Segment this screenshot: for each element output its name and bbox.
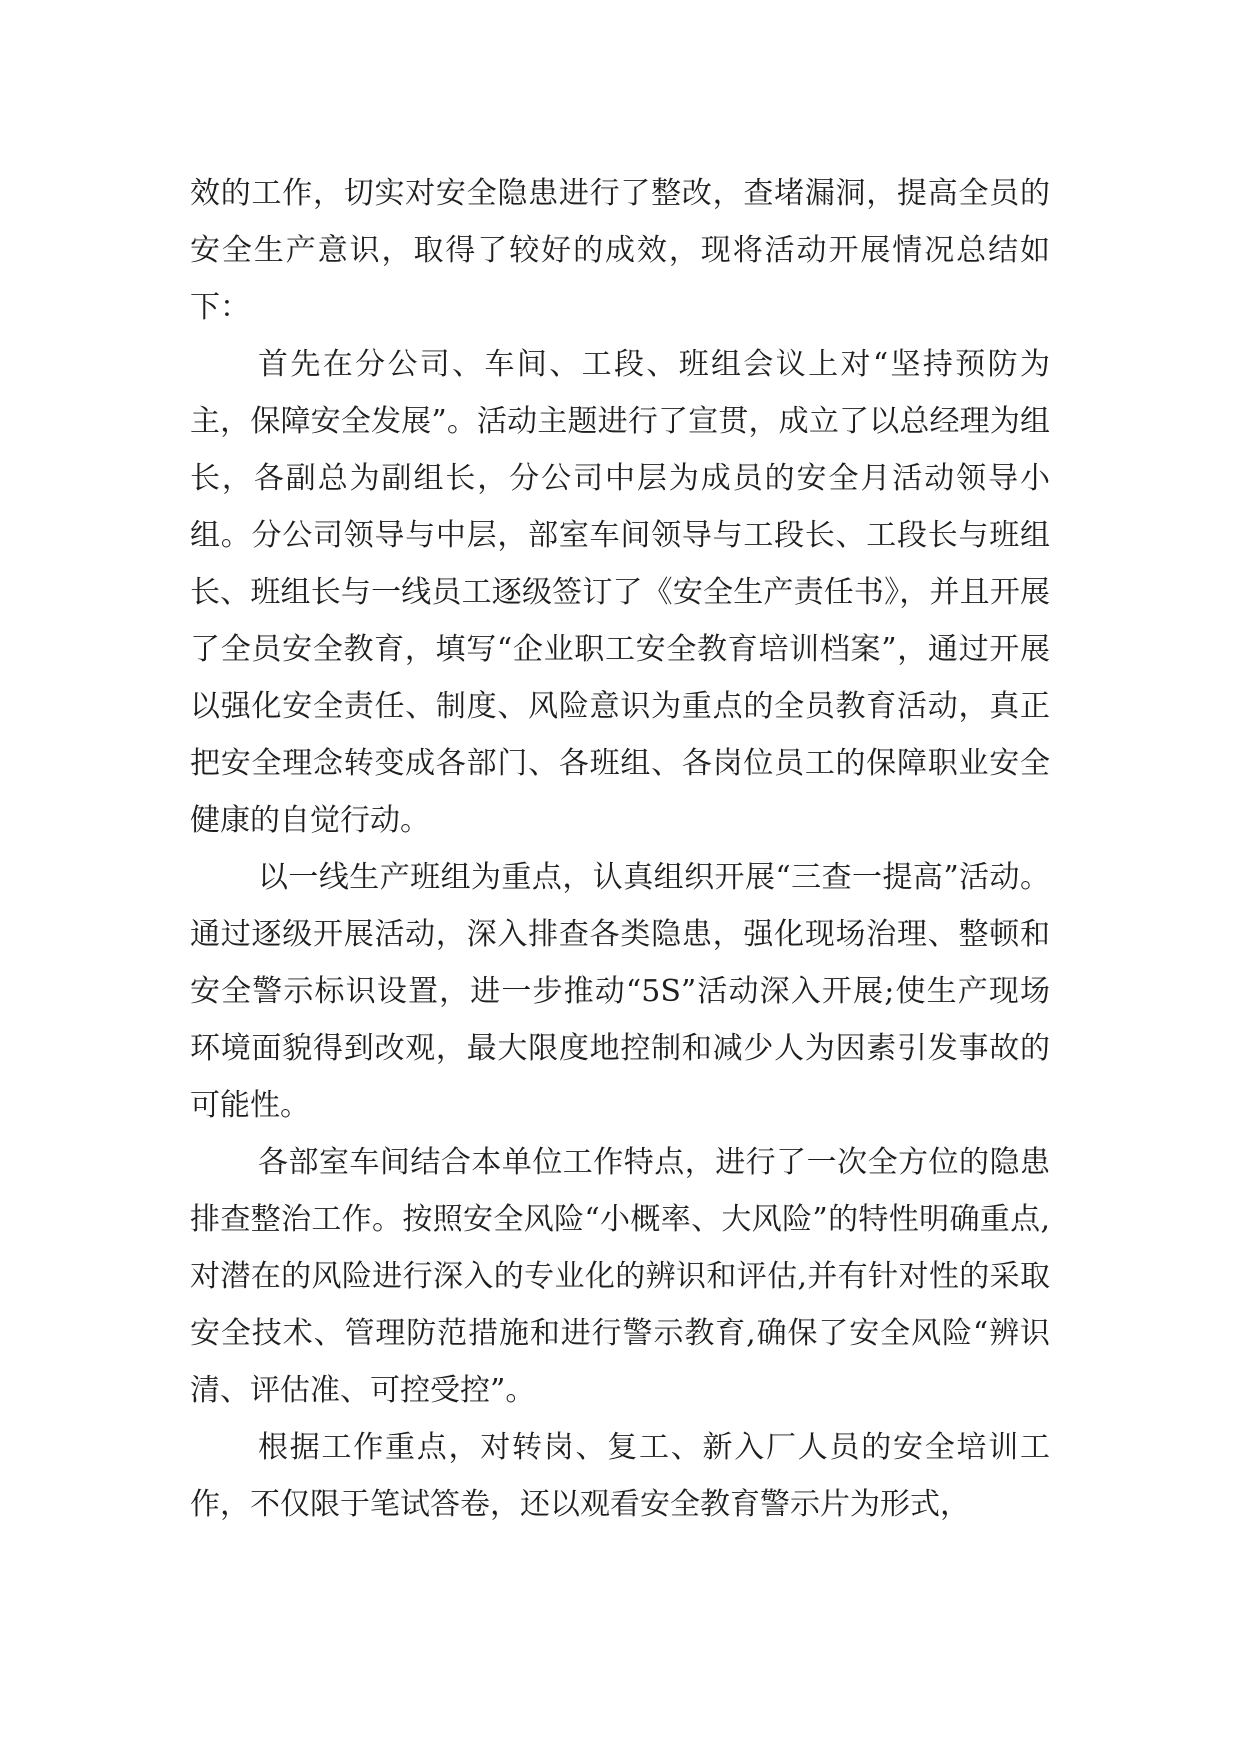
document-body (190, 165, 1050, 1533)
paragraph-safety-training: 根据工作重点，对转岗、复工、新入厂人员的安全培训工作，不仅限于笔试答卷，还以观看安全教育警示片为形式， (190, 1430, 1050, 1522)
paragraph-frontline-teams: 以一线生产班组为重点，认真组织开展“三查一提高”活动。通过逐级开展活动，深入排查各类隐患，强化现场治理、整顿和安全警示标识设置，进一步推动“5S”活动深入开展;使生产现场环境面貌得到改观，最大限度地控制和减少人为因素引发事故的可能性。 (190, 860, 1050, 1123)
paragraph-continuation: 效的工作，切实对安全隐患进行了整改，查堵漏洞，提高全员的安全生产意识，取得了较好的成效，现将活动开展情况总结如下： (190, 176, 1050, 325)
paragraph-safety-month-organization: 首先在分公司、车间、工段、班组会议上对“坚持预防为主，保障安全发展”。活动主题进行了宣贯，成立了以总经理为组长，各副总为副组长，分公司中层为成员的安全月活动领导小组。分公司领导与中层，部室车间领导与工段长、工段长与班组长、班组长与一线员工逐级签订了《安全生产责任书》，并且开展了全员安全教育，填写“企业职工安全教育培训档案”，通过开展以强化安全责任、制度、风险意识为重点的全员教育活动，真正把安全理念转变成各部门、各班组、各岗位员工的保障职业安全健康的自觉行动。 (190, 347, 1050, 838)
paragraph-hazard-inspection: 各部室车间结合本单位工作特点，进行了一次全方位的隐患排查整治工作。按照安全风险“小概率、大风险”的特性明确重点,对潜在的风险进行深入的专业化的辨识和评估,并有针对性的采取安全技术、管理防范措施和进行警示教育,确保了安全风险“辨识清、评估准、可控受控”。 (190, 1145, 1050, 1408)
